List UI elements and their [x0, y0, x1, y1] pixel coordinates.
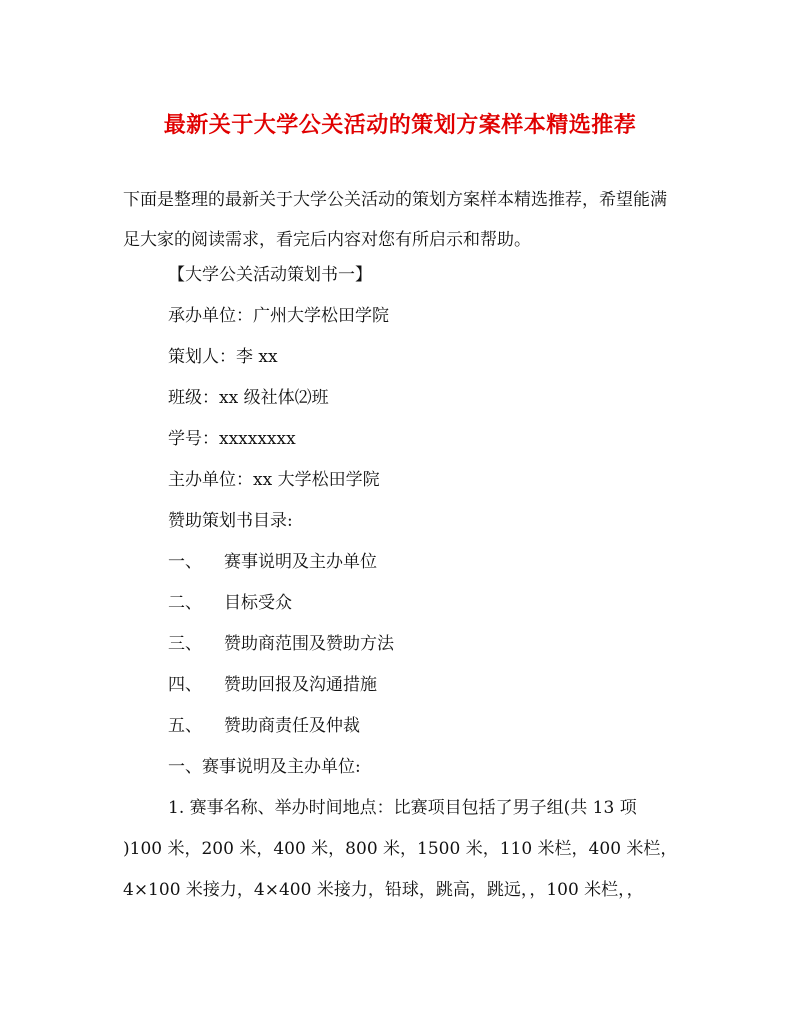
toc-item-text: 赞助商范围及赞助方法: [224, 634, 394, 654]
organizer-line: 承办单位：广州大学松田学院: [168, 306, 389, 326]
toc-item-text: 赛事说明及主办单位: [224, 552, 377, 572]
toc-item-number: 一、: [168, 552, 202, 572]
toc-item: [0, 665, 800, 706]
paragraph-line: 1. 赛事名称、举办时间地点：比赛项目包括了男子组(共 13 项: [168, 798, 637, 818]
toc-item-number: 二、: [168, 593, 202, 613]
toc-heading: 赞助策划书目录:: [168, 511, 293, 531]
toc-item: [0, 542, 800, 583]
toc-item-text: 赞助回报及沟通措施: [224, 675, 377, 695]
paragraph-line: 4×100 米接力，4×400 米接力，铅球，跳高，跳远，，100 米栏，，: [123, 880, 644, 900]
section1-heading: 一、赛事说明及主办单位:: [168, 757, 361, 777]
toc-item-number: 三、: [168, 634, 202, 654]
toc-item-text: 目标受众: [224, 593, 292, 613]
section-heading: 【大学公关活动策划书一】: [168, 265, 372, 285]
toc-item-number: 四、: [168, 675, 202, 695]
toc-item-number: 五、: [168, 716, 202, 736]
planner-line: 策划人：李 xx: [168, 347, 278, 367]
toc-item: [0, 624, 800, 665]
toc-item-text: 赞助商责任及仲裁: [224, 716, 360, 736]
document-title: 最新关于大学公关活动的策划方案样本精选推荐: [163, 112, 637, 138]
document-body: [0, 255, 800, 911]
student-id-line: 学号：xxxxxxxx: [168, 429, 296, 449]
host-line: 主办单位：xx 大学松田学院: [168, 470, 380, 490]
class-line: 班级：xx 级社体⑵班: [168, 388, 329, 408]
toc-item: [0, 706, 800, 747]
paragraph-line: )100 米，200 米，400 米，800 米，1500 米，110 米栏，400 米栏，: [123, 839, 678, 859]
toc-item: [0, 583, 800, 624]
intro-paragraph: 下面是整理的最新关于大学公关活动的策划方案样本精选推荐，希望能满足大家的阅读需求，看完后内容对您有所启示和帮助。: [123, 190, 667, 250]
